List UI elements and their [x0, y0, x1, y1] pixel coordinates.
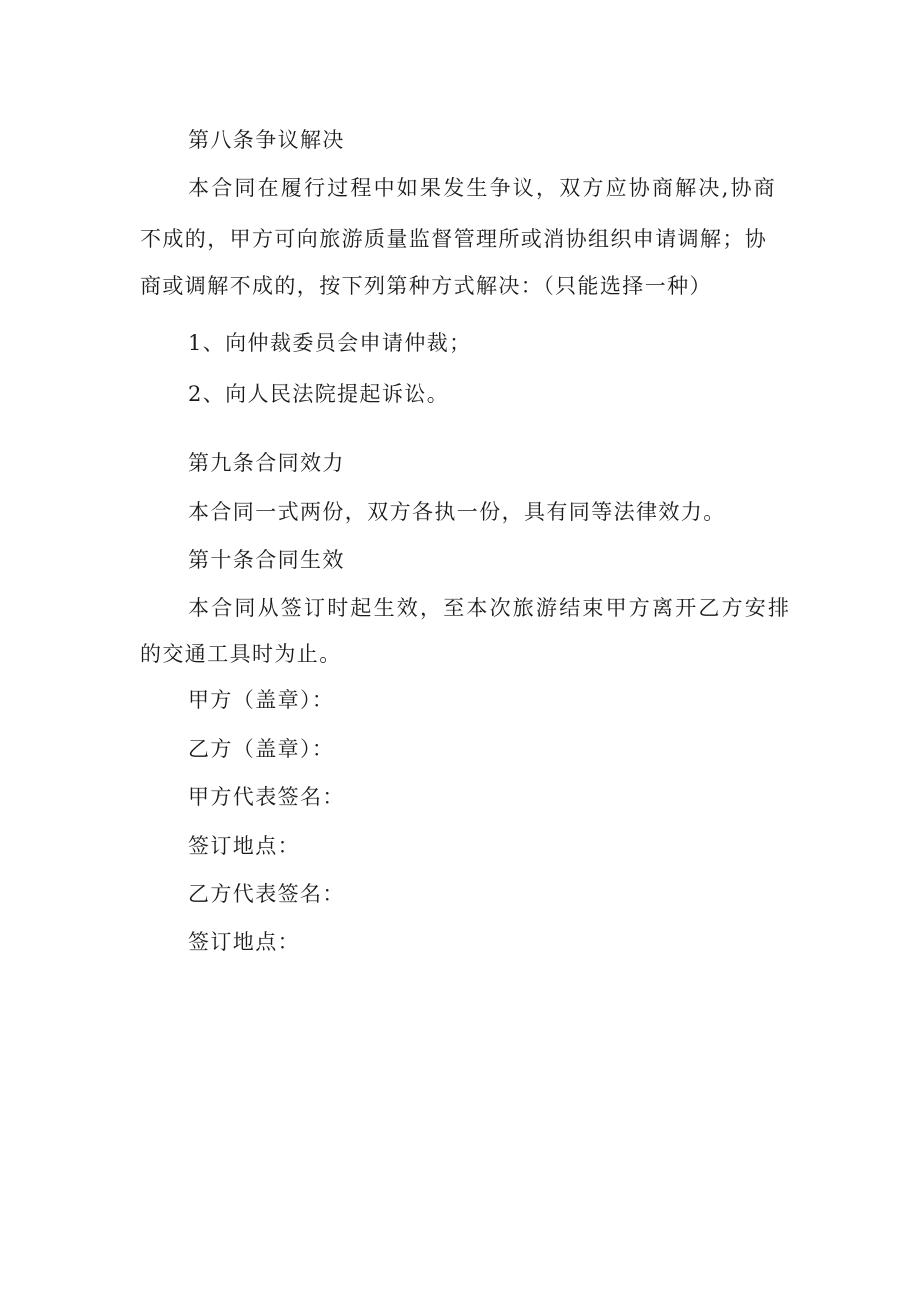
article-10-body-line-2: 的交通工具时为止。	[140, 642, 342, 666]
party-b-seal-label: 乙方（盖章）：	[188, 737, 335, 761]
article-9-body: 本合同一式两份，双方各执一份，具有同等法律效力。	[188, 500, 726, 524]
article-8-heading: 第八条争议解决	[188, 128, 345, 152]
party-a-seal-label: 甲方（盖章）：	[188, 688, 335, 712]
article-8-paragraph-line-1: 本合同在履行过程中如果发生争议，双方应协商解决,协商	[188, 176, 777, 200]
article-10-body-line-1: 本合同从签订时起生效，至本次旅游结束甲方离开乙方安排	[188, 596, 792, 620]
party-a-representative-label: 甲方代表签名：	[188, 785, 345, 809]
signing-place-a-label: 签订地点：	[188, 834, 300, 858]
signing-place-b-label: 签订地点：	[188, 930, 300, 954]
article-9-heading: 第九条合同效力	[188, 451, 345, 475]
article-10-heading: 第十条合同生效	[188, 548, 345, 572]
article-8-paragraph-line-2: 不成的，甲方可向旅游质量监督管理所或消协组织申请调解；协	[140, 227, 768, 251]
article-8-option-1: 1、向仲裁委员会申请仲裁；	[188, 331, 472, 355]
article-8-paragraph-line-3: 商或调解不成的，按下列第种方式解决：（只能选择一种）	[140, 274, 712, 298]
article-8-option-2: 2、向人民法院提起诉讼。	[188, 382, 450, 406]
party-b-representative-label: 乙方代表签名：	[188, 882, 345, 906]
